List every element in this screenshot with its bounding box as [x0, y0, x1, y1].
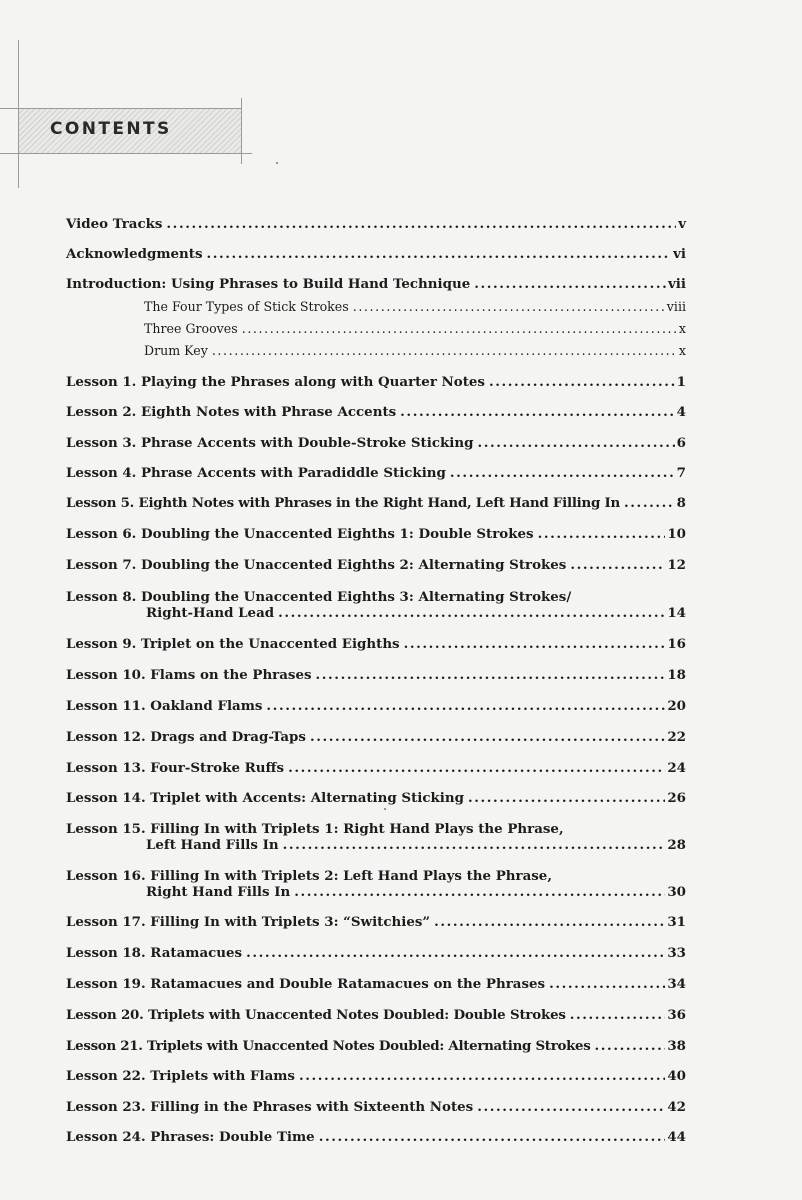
toc-page-number: 31	[667, 914, 686, 930]
leader-dots	[353, 299, 665, 314]
leader-dots	[570, 557, 665, 573]
toc-page-number: 30	[667, 884, 686, 900]
leader-dots	[624, 495, 675, 511]
toc-page-number: 4	[676, 404, 686, 420]
toc-page-number: v	[678, 216, 686, 232]
leader-dots	[316, 667, 666, 683]
leader-dots	[212, 343, 677, 358]
toc-page-number: 28	[667, 837, 686, 853]
leader-dots	[468, 790, 665, 806]
toc-page-number: 14	[667, 605, 686, 621]
header-rule-bottom	[0, 153, 252, 154]
toc-page-number: 6	[676, 435, 686, 451]
toc-entry-label-continued: Right-Hand Lead	[146, 605, 275, 621]
toc-entry-label: Lesson 16. Filling In with Triplets 2: Left Hand Plays the Phrase,	[66, 868, 552, 884]
toc-subentry	[144, 299, 686, 314]
header-rule-left	[18, 40, 19, 188]
toc-entry-label: Lesson 24. Phrases: Double Time	[66, 1129, 315, 1145]
toc-lesson-entry	[66, 760, 686, 776]
toc-lesson-entry	[66, 729, 686, 745]
leader-dots	[246, 945, 665, 961]
toc-subentry	[144, 343, 686, 358]
leader-dots	[450, 465, 675, 481]
toc-lesson-entry	[66, 526, 686, 542]
paper-speck	[276, 162, 278, 164]
toc-entry-label: Lesson 9. Triplet on the Unaccented Eighths	[66, 636, 400, 652]
toc-page-number: vi	[673, 246, 686, 262]
toc-lesson-entry	[66, 837, 686, 853]
toc-entry-label-continued: Right Hand Fills In	[146, 884, 291, 900]
toc-lesson-entry	[66, 884, 686, 900]
toc-entry-label: Lesson 7. Doubling the Unaccented Eighths 2: Alternating Strokes	[66, 557, 567, 573]
toc-page-number: 8	[676, 495, 686, 511]
toc-entry	[66, 276, 686, 292]
toc-page-number: x	[678, 321, 686, 336]
toc-page-number: x	[678, 343, 686, 358]
toc-lesson-entry	[66, 605, 686, 621]
toc-entry-label: Lesson 8. Doubling the Unaccented Eighths 3: Alternating Strokes/	[66, 589, 572, 605]
leader-dots	[474, 276, 666, 292]
toc-lesson-entry	[66, 557, 686, 573]
toc-lesson-entry	[66, 1038, 686, 1054]
toc-lesson-entry	[66, 465, 686, 481]
toc-subentry-label: Three Grooves	[144, 321, 238, 336]
toc-page-number: 12	[667, 557, 686, 573]
leader-dots	[477, 1099, 665, 1115]
leader-dots	[319, 1129, 666, 1145]
leader-dots	[294, 884, 665, 900]
toc-lesson-entry	[66, 945, 686, 961]
leader-dots	[310, 729, 665, 745]
toc-lesson-entry	[66, 1099, 686, 1115]
toc-entry-label: Lesson 3. Phrase Accents with Double-Stroke Sticking	[66, 435, 474, 451]
leader-dots	[242, 321, 677, 336]
toc-page-number: 34	[667, 976, 686, 992]
toc-entry-label: Lesson 1. Playing the Phrases along with Quarter Notes	[66, 374, 485, 390]
toc-entry-label: Lesson 15. Filling In with Triplets 1: Right Hand Plays the Phrase,	[66, 821, 564, 837]
toc-entry-label: Lesson 5. Eighth Notes with Phrases in the Right Hand, Left Hand Filling In	[66, 495, 621, 511]
toc-entry-label: Introduction: Using Phrases to Build Hand Technique	[66, 276, 471, 292]
leader-dots	[538, 526, 666, 542]
toc-page-number: 7	[676, 465, 686, 481]
toc-subentry	[144, 321, 686, 336]
header-rule-top	[0, 108, 242, 109]
toc-page-number: viii	[666, 299, 686, 314]
toc-entry	[66, 216, 686, 232]
toc-entry-label: Lesson 19. Ratamacues and Double Ratamacues on the Phrases	[66, 976, 546, 992]
toc-entry	[66, 246, 686, 262]
toc-page-number: 44	[667, 1129, 686, 1145]
leader-dots	[299, 1068, 665, 1084]
toc-lesson-entry	[66, 976, 686, 992]
toc-entry-label: Acknowledgments	[66, 246, 203, 262]
toc-page-number: 36	[667, 1007, 686, 1023]
toc-lesson-entry	[66, 1007, 686, 1023]
toc-lesson-entry	[66, 667, 686, 683]
toc-entry-label: Lesson 17. Filling In with Triplets 3: “Switchies”	[66, 914, 431, 930]
toc-lesson-entry	[66, 790, 686, 806]
leader-dots	[549, 976, 665, 992]
leader-dots	[477, 435, 674, 451]
leader-dots	[489, 374, 675, 390]
header-rule-right	[241, 98, 242, 164]
toc-page-number: 20	[667, 698, 686, 714]
toc-entry-label: Video Tracks	[66, 216, 163, 232]
toc-entry-label: Lesson 4. Phrase Accents with Paradiddle Sticking	[66, 465, 446, 481]
toc-page-number: 10	[667, 526, 686, 542]
toc-lesson-entry	[66, 404, 686, 420]
toc-entry-label: Lesson 14. Triplet with Accents: Alternating Sticking	[66, 790, 464, 806]
leader-dots	[400, 404, 675, 420]
toc-page-number: 38	[667, 1038, 686, 1054]
toc-lesson-entry	[66, 636, 686, 652]
toc-entry-label-continued: Left Hand Fills In	[146, 837, 279, 853]
toc-lesson-entry	[66, 495, 686, 511]
leader-dots	[207, 246, 672, 262]
toc-lesson-entry	[66, 1129, 686, 1145]
toc-entry-label: Lesson 2. Eighth Notes with Phrase Accents	[66, 404, 397, 420]
toc-subentry-label: The Four Types of Stick Strokes	[144, 299, 349, 314]
toc-lesson-entry	[66, 1068, 686, 1084]
toc-subentry-label: Drum Key	[144, 343, 208, 358]
toc-entry-label: Lesson 13. Four-Stroke Ruffs	[66, 760, 285, 776]
leader-dots	[266, 698, 665, 714]
toc-entry-label: Lesson 21. Triplets with Unaccented Notes Doubled: Alternating Strokes	[66, 1038, 591, 1054]
toc-entry-label: Lesson 22. Triplets with Flams	[66, 1068, 295, 1084]
toc-entry-label: Lesson 6. Doubling the Unaccented Eighths 1: Double Strokes	[66, 526, 534, 542]
leader-dots	[278, 605, 665, 621]
toc-entry-label: Lesson 11. Oakland Flams	[66, 698, 263, 714]
toc-page-number: 26	[667, 790, 686, 806]
leader-dots	[288, 760, 665, 776]
toc-page-number: 16	[667, 636, 686, 652]
leader-dots	[570, 1007, 666, 1023]
toc-page-number: 33	[667, 945, 686, 961]
page-title: CONTENTS	[50, 119, 172, 139]
leader-dots	[283, 837, 666, 853]
toc-entry-label: Lesson 12. Drags and Drag-Taps	[66, 729, 306, 745]
toc-page-number: 1	[676, 374, 686, 390]
toc-entry-label: Lesson 10. Flams on the Phrases	[66, 667, 312, 683]
toc-lesson-entry	[66, 374, 686, 390]
toc-entry-label: Lesson 23. Filling in the Phrases with Sixteenth Notes	[66, 1099, 474, 1115]
leader-dots	[595, 1038, 666, 1054]
toc-entry-label: Lesson 20. Triplets with Unaccented Notes Doubled: Double Strokes	[66, 1007, 566, 1023]
paper-speck	[384, 808, 386, 810]
toc-lesson-entry	[66, 914, 686, 930]
toc-entry-label: Lesson 18. Ratamacues	[66, 945, 243, 961]
toc-lesson-entry	[66, 435, 686, 451]
toc-page-number: vii	[668, 276, 686, 292]
toc-page-number: 24	[667, 760, 686, 776]
toc-page-number: 18	[667, 667, 686, 683]
toc-page-number: 42	[667, 1099, 686, 1115]
leader-dots	[404, 636, 666, 652]
leader-dots	[166, 216, 676, 232]
toc-lesson-entry	[66, 698, 686, 714]
toc-page-number: 40	[667, 1068, 686, 1084]
leader-dots	[434, 914, 665, 930]
toc-page-number: 22	[667, 729, 686, 745]
